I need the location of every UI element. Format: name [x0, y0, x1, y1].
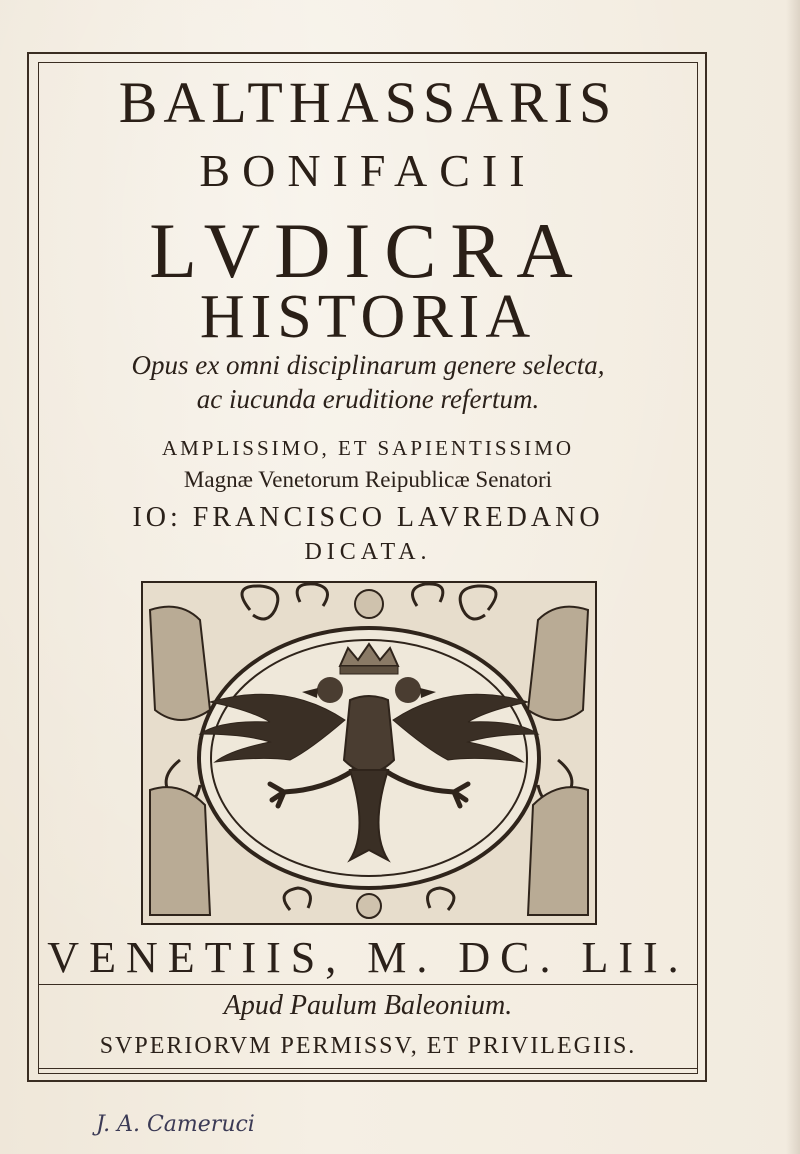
double-headed-eagle-icon [140, 580, 598, 926]
dedication-line-3: IO: FRANCISCO LAVREDANO [132, 502, 604, 533]
dedication-line-2: Magnæ Venetorum Reipublicæ Senatori [183, 467, 553, 492]
printer-name: Apud Paulum Baleonium. [223, 990, 513, 1021]
page-edge-shadow [786, 0, 800, 1154]
work-title-2: HISTORIA [199, 283, 537, 351]
dedication-line-1: AMPLISSIMO, ET SAPIENTISSIMO [161, 436, 575, 460]
subtitle-line-1: Opus ex omni disciplinarum genere selecta, [131, 350, 605, 380]
imprint-divider-bottom [38, 1068, 698, 1069]
author-last-name: BONIFACII [199, 145, 537, 196]
handwritten-signature: J. A. Cameruci [96, 1112, 255, 1137]
dedication-line-4: DICATA. [304, 539, 432, 565]
work-title-1: LVDICRA [149, 207, 587, 294]
place-and-date: VENETIIS, M. DC. LII. [47, 933, 689, 982]
privilege-statement: SVPERIORVM PERMISSV, ET PRIVILEGIIS. [99, 1033, 637, 1059]
imprint-divider-top [38, 984, 698, 985]
subtitle-line-2: ac iucunda eruditione refertum. [196, 384, 540, 414]
author-first-name: BALTHASSARIS [118, 70, 618, 135]
